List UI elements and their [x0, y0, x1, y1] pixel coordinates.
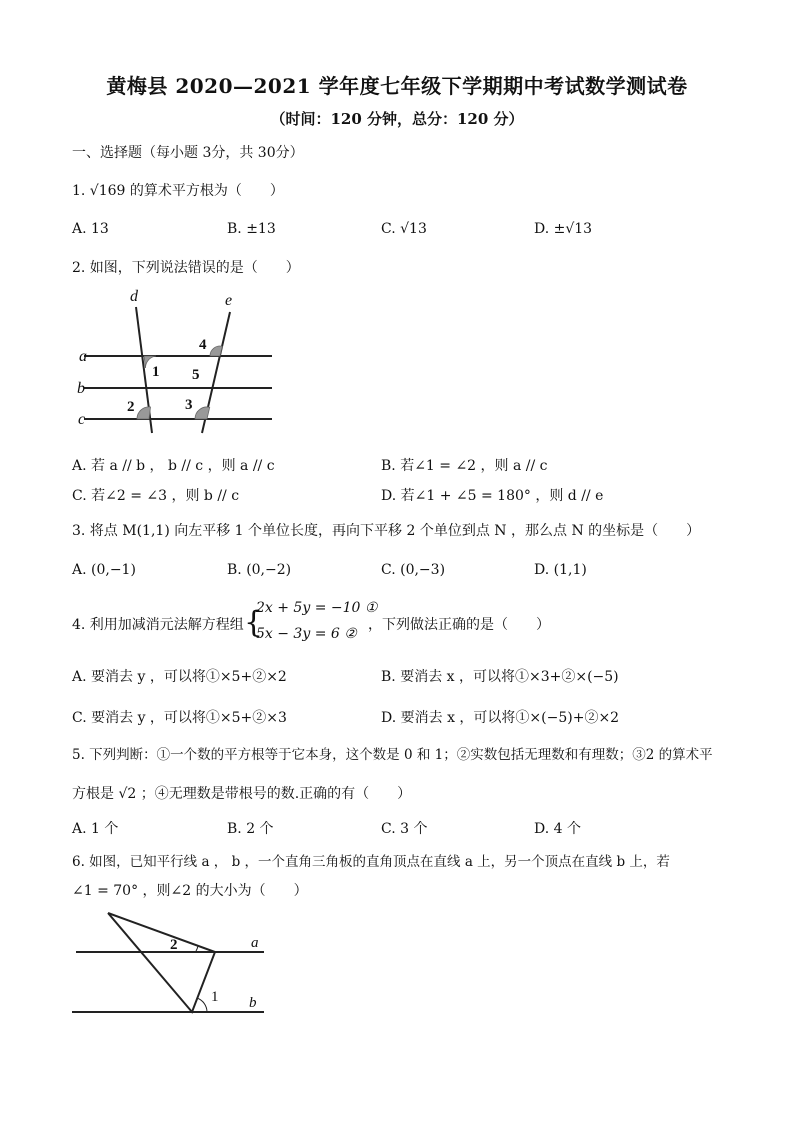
label-angle-4: 4	[199, 337, 207, 353]
question-4-option-d: D. 要消去 x ，可以将①×(−5)+②×2	[381, 710, 620, 726]
label-d: d	[130, 288, 138, 305]
question-4-stem-prefix: 4. 利用加减消元法解方程组	[72, 617, 244, 633]
question-4-option-b: B. 要消去 x ，可以将①×3+②×(−5)	[381, 669, 619, 685]
question-2-option-c: C. 若∠2 = ∠3 ，则 b // c	[72, 488, 240, 504]
question-5-option-a: A. 1 个	[72, 821, 119, 837]
label-angle-2: 2	[170, 937, 178, 953]
question-1-stem: 1. √169 的算术平方根为（ ）	[72, 183, 284, 199]
angle-3-arc	[195, 407, 210, 419]
label-angle-1: 1	[211, 989, 219, 1005]
question-2-option-d: D. 若∠1 + ∠5 = 180° ，则 d // e	[381, 488, 604, 504]
label-angle-2: 2	[127, 399, 135, 415]
label-a: a	[251, 935, 259, 951]
question-2-stem: 2. 如图，下列说法错误的是（ ）	[72, 260, 300, 276]
label-e: e	[225, 292, 233, 309]
question-2-option-a: A. 若 a // b ， b // c ，则 a // c	[72, 458, 275, 474]
triangle-ruler-figure	[68, 905, 278, 1025]
page-title: 黄梅县 2020—2021 学年度七年级下学期期中考试数学测试卷	[106, 74, 688, 98]
question-3-option-d: D. (1,1)	[534, 562, 587, 578]
label-angle-5: 5	[192, 367, 200, 383]
label-angle-1: 1	[152, 364, 160, 380]
question-2-option-b: B. 若∠1 = ∠2 ，则 a // c	[381, 458, 548, 474]
section-heading: 一、选择题（每小题 3分，共 30分）	[72, 145, 304, 161]
question-6-stem-line2: ∠1 = 70° ，则∠2 的大小为（ ）	[72, 883, 308, 899]
question-5-option-c: C. 3 个	[381, 821, 428, 837]
triangle-ruler	[108, 913, 215, 1012]
equation-brace: {	[244, 605, 264, 640]
equation-2: 5x − 3y = 6 ②	[256, 626, 357, 642]
parallel-lines-figure	[70, 285, 285, 440]
question-3-option-a: A. (0,−1)	[72, 562, 136, 578]
question-1-option-c: C. √13	[381, 221, 427, 237]
angle-4-arc	[210, 346, 222, 356]
label-b: b	[249, 995, 257, 1011]
question-1-option-b: B. ±13	[227, 221, 276, 237]
label-a: a	[79, 348, 87, 365]
angle-1-arc	[197, 998, 207, 1012]
label-c: c	[78, 411, 86, 428]
label-b: b	[77, 380, 85, 397]
exam-info: （时间：120 分钟，总分：120 分）	[270, 110, 524, 128]
question-1-option-d: D. ±√13	[534, 221, 593, 237]
question-5-stem-line1: 5. 下列判断：①一个数的平方根等于它本身，这个数是 0 和 1；②实数包括无理数和有理数；③2 的算术平	[72, 747, 713, 763]
question-4-option-c: C. 要消去 y ，可以将①×5+②×3	[72, 710, 287, 726]
question-6-stem-line1: 6. 如图，已知平行线 a ， b ，一个直角三角板的直角顶点在直线 a 上，另一个顶点在直线 b 上，若	[72, 854, 670, 870]
question-5-option-d: D. 4 个	[534, 821, 581, 837]
angle-2-arc	[137, 407, 151, 419]
question-5-stem-line2: 方根是 √2 ；④无理数是带根号的数.正确的有（ ）	[72, 786, 412, 802]
question-1-option-a: A. 13	[72, 221, 109, 237]
question-3-option-b: B. (0,−2)	[227, 562, 292, 578]
question-3-stem: 3. 将点 M(1,1) 向左平移 1 个单位长度，再向下平移 2 个单位到点 N ，那么点 N 的坐标是（ ）	[72, 523, 701, 539]
question-5-option-b: B. 2 个	[227, 821, 274, 837]
question-4-stem-suffix: ，下列做法正确的是（ ）	[368, 617, 550, 633]
question-4-option-a: A. 要消去 y ，可以将①×5+②×2	[72, 669, 287, 685]
question-3-option-c: C. (0,−3)	[381, 562, 446, 578]
equation-1: 2x + 5y = −10 ①	[256, 600, 378, 616]
label-angle-3: 3	[185, 397, 193, 413]
